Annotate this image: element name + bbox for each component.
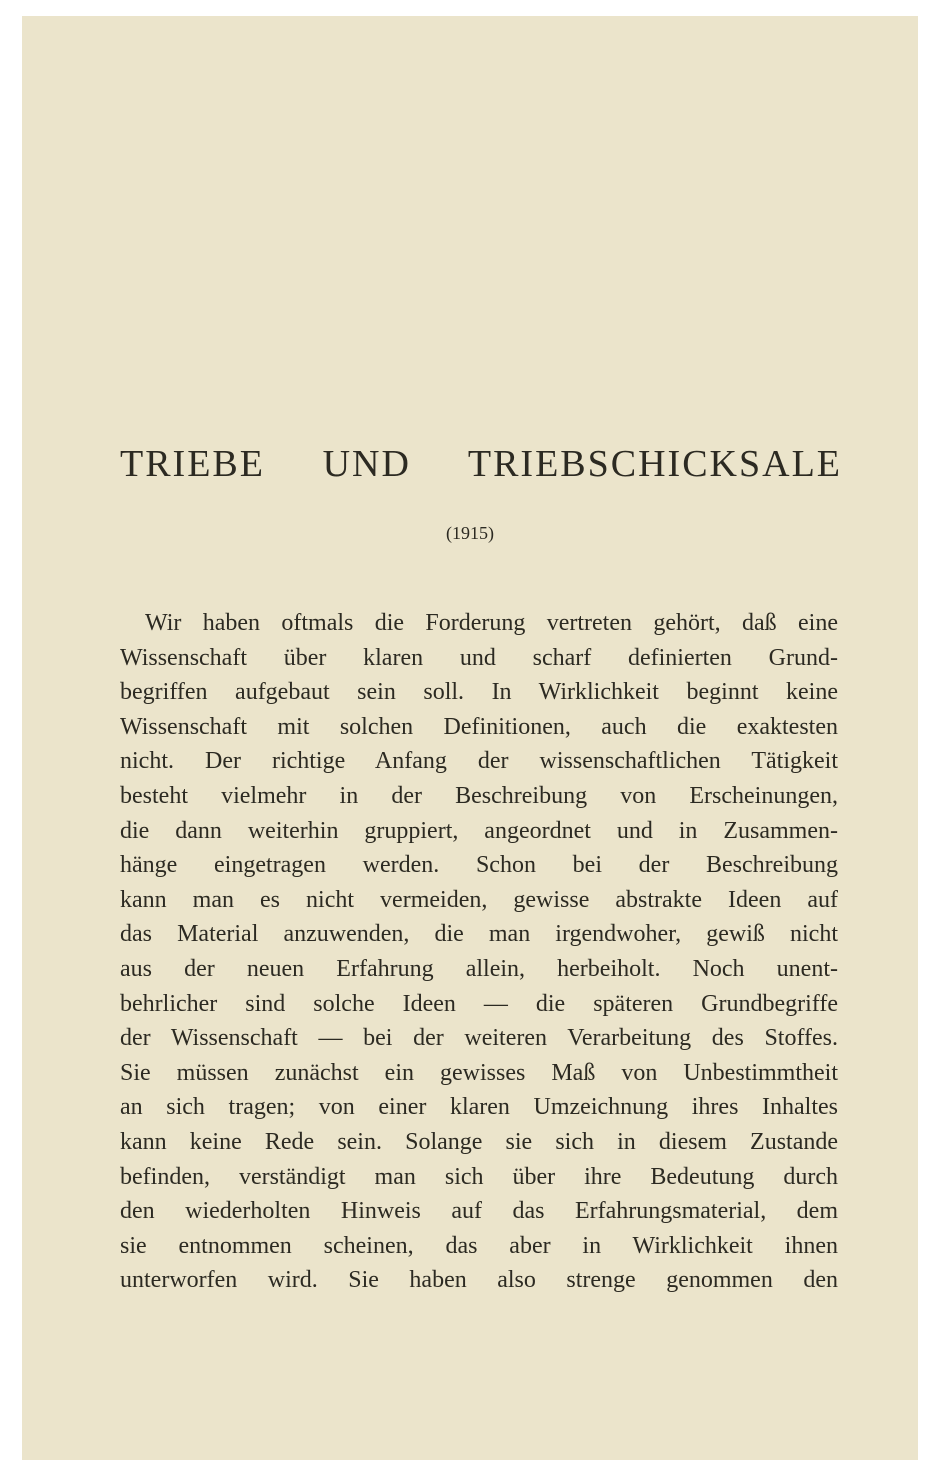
text-line: Wissenschaft über klaren und scharf definierten Grund- [120,644,838,671]
text-line: die dann weiterhin gruppiert, angeordnet und in Zusammen- [120,817,838,844]
text-line: hänge eingetragen werden. Schon bei der Beschreibung [120,852,838,879]
text-line: kann keine Rede sein. Solange sie sich in diesem Zustande [120,1128,838,1155]
body-paragraph [120,606,838,1298]
text-line: sie entnommen scheinen, das aber in Wirklichkeit ihnen [120,1232,838,1259]
text-line: aus der neuen Erfahrung allein, herbeiholt. Noch unent- [120,955,838,982]
text-line: nicht. Der richtige Anfang der wissenschaftlichen Tätigkeit [120,748,838,775]
text-line: den wiederholten Hinweis auf das Erfahrungsmaterial, dem [120,1198,838,1225]
text-line: Wir haben oftmals die Forderung vertreten gehört, daß eine [145,610,838,636]
chapter-title: TRIEBE UND TRIEBSCHICKSALE [120,443,842,485]
text-line: unterworfen wird. Sie haben also strenge genommen den [120,1267,838,1294]
text-line: kann man es nicht vermeiden, gewisse abstrakte Ideen auf [120,886,838,913]
text-line: der Wissenschaft — bei der weiteren Verarbeitung des Stoffes. [120,1025,838,1052]
publication-year: (1915) [446,523,494,543]
text-line: das Material anzuwenden, die man irgendwoher, gewiß nicht [120,921,838,948]
text-line: behrlicher sind solche Ideen — die späteren Grundbegriffe [120,990,838,1017]
text-line: begriffen aufgebaut sein soll. In Wirklichkeit beginnt keine [120,679,838,706]
text-line: Sie müssen zunächst ein gewisses Maß von Unbestimmtheit [120,1059,838,1086]
text-line: besteht vielmehr in der Beschreibung von Erscheinungen, [120,782,838,809]
text-line: Wissenschaft mit solchen Definitionen, auch die exaktesten [120,713,838,740]
book-page [22,16,918,1460]
text-line: befinden, verständigt man sich über ihre Bedeutung durch [120,1163,838,1190]
text-line: an sich tragen; von einer klaren Umzeichnung ihres Inhaltes [120,1094,838,1121]
